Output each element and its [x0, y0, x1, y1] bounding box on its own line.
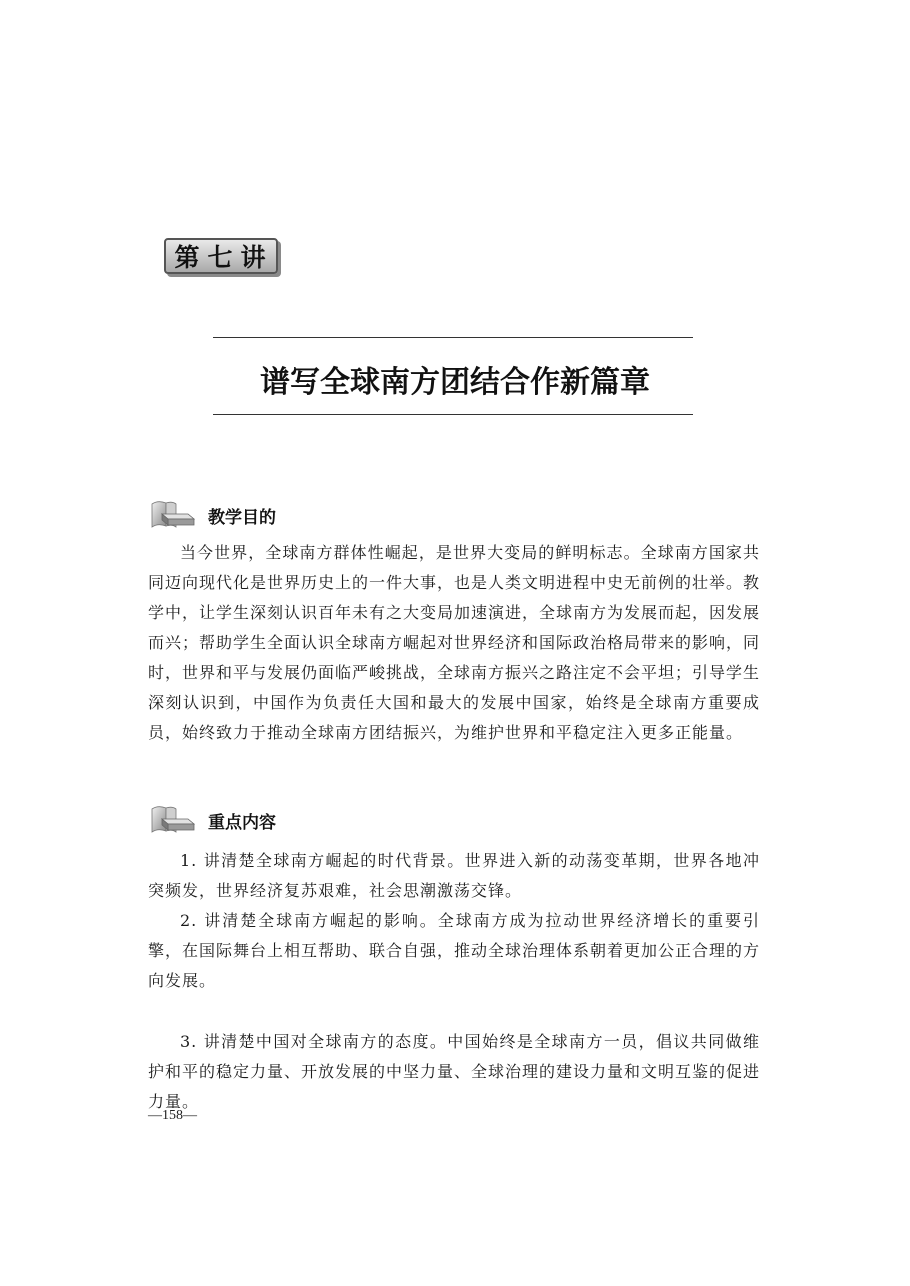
list-item: 1. 讲清楚全球南方崛起的时代背景。世界进入新的动荡变革期，世界各地冲突频发，世界经济复苏艰难，社会思潮激荡交锋。 — [148, 851, 760, 900]
list-item: 3. 讲清楚中国对全球南方的态度。中国始终是全球南方一员，倡议共同做维护和平的稳定力量、开放发展的中坚力量、全球治理的建设力量和文明互鉴的促进力量。 — [148, 1032, 761, 1111]
paragraph: 当今世界，全球南方群体性崛起，是世界大变局的鲜明标志。全球南方国家共同迈向现代化是世界历史上的一件大事，也是人类文明进程中史无前例的壮举。教学中，让学生深刻认识百年未有之大变局加速演进，全球南方为发展而起，因发展而兴；帮助学生全面认识全球南方崛起对世界经济和国际政治格局带来的影响，同时，世界和平与发展仍面临严峻挑战，全球南方振兴之路注定不会平坦；引导学生深刻认识到，中国作为负责任大国和最大的发展中国家，始终是全球南方重要成员，始终致力于推动全球南方团结振兴，为维护世界和平稳定注入更多正能量。 — [148, 543, 761, 742]
lecture-label: 第七讲 — [164, 238, 278, 274]
title-rule-top — [213, 337, 693, 338]
page-number: —158— — [148, 1108, 197, 1123]
section-title: 教学目的 — [208, 507, 276, 528]
list-item: 2. 讲清楚全球南方崛起的影响。全球南方成为拉动世界经济增长的重要引擎，在国际舞台上相互帮助、联合自强，推动全球治理体系朝着更加公正合理的方向发展。 — [148, 911, 761, 990]
section-header-teaching-purpose — [148, 498, 276, 532]
section-header-key-content — [148, 803, 276, 837]
title-rule-bottom — [213, 414, 693, 415]
book-stack-icon — [148, 498, 198, 532]
page-title: 谱写全球南方团结合作新篇章 — [260, 365, 650, 400]
section-title: 重点内容 — [208, 812, 276, 833]
book-stack-icon — [148, 803, 198, 837]
